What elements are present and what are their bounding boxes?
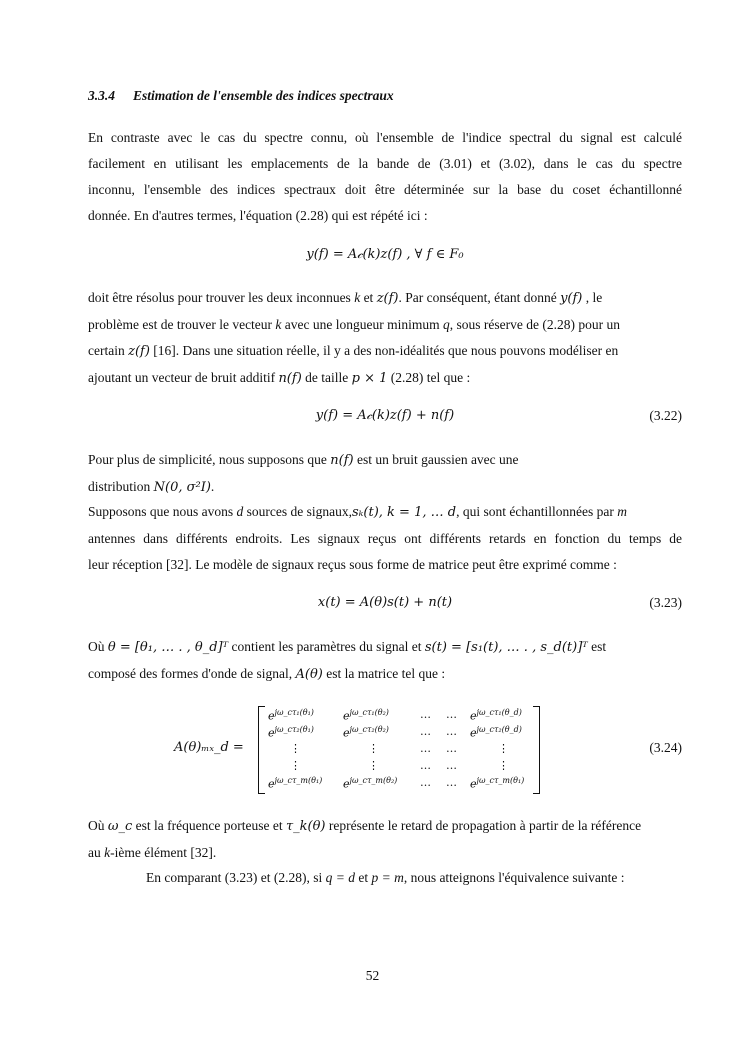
text-line: composé des formes d'onde de signal, A(θ) est la matrice tel que : <box>88 666 446 682</box>
matrix-cell: ⋮ <box>498 759 509 772</box>
equation-unnumbered <box>88 247 682 273</box>
matrix-cell: $e^{j\omega\_c\tau\_m(\theta_1)}$ <box>268 776 323 791</box>
matrix-cell: $e^{j\omega\_c\tau_1(\theta\_d)}$ <box>470 708 522 723</box>
equation-3-22 <box>88 408 682 434</box>
paragraph-noise <box>88 447 682 501</box>
section-number: 3.3.4 <box>88 88 115 103</box>
equation-3-23 <box>88 595 682 621</box>
text-line: Pour plus de simplicité, nous supposons que n(f) est un bruit gaussien avec une <box>88 452 519 468</box>
equation-body: y(f) = A𝒸(k)z(f) + n(f) <box>315 408 455 423</box>
paragraph-comparison <box>146 865 686 891</box>
matrix-cell: … <box>446 776 457 789</box>
text-line: au k-ième élément [32]. <box>88 845 217 860</box>
matrix-cell: $e^{j\omega\_c\tau_2(\theta_2)}$ <box>343 725 389 740</box>
matrix-cell: … <box>446 725 457 738</box>
text-line: problème est de trouver le vecteur k avec une longueur minimum q, sous réserve de (2.28) pour un <box>88 317 620 332</box>
matrix-cell: ⋮ <box>498 742 509 755</box>
text-line: distribution N(0, σ²I). <box>88 479 215 495</box>
matrix-cell: $e^{j\omega\_c\tau\_m(\theta_1)}$ <box>470 776 525 791</box>
text-line: leur réception [32]. Le modèle de signaux reçus sous forme de matrice peut être exprimé comme : <box>88 557 617 572</box>
text-line: En comparant (3.23) et (2.28), si q = d et p = m, nous atteignons l'équivalence suivante : <box>146 870 625 885</box>
matrix-cell: ⋮ <box>290 742 301 755</box>
matrix-cell: $e^{j\omega\_c\tau_1(\theta_2)}$ <box>343 708 389 723</box>
matrix-cell: … <box>420 708 431 721</box>
matrix-cell: … <box>420 725 431 738</box>
equation-number: (3.23) <box>649 595 682 610</box>
matrix-cell: ⋮ <box>368 759 379 772</box>
matrix-cell: … <box>420 759 431 772</box>
matrix-lhs: A(θ)ₘₓ_d = <box>174 740 244 755</box>
matrix-cell: $e^{j\omega\_c\tau_2(\theta\_d)}$ <box>470 725 522 740</box>
paragraph-parameters <box>88 634 682 688</box>
text-line: Où ω_c est la fréquence porteuse et τ_k(θ) représente le retard de propagation à partir de la référence <box>88 818 642 834</box>
paragraph-sources <box>88 499 682 578</box>
section-title: Estimation de l'ensemble des indices spectraux <box>133 88 394 103</box>
page-number: 52 <box>365 968 380 983</box>
equation-number: (3.24) <box>649 740 682 755</box>
text-line: donnée. En d'autres termes, l'équation (2.28) qui est répété ici : <box>88 208 428 223</box>
matrix-cell: $e^{j\omega\_c\tau_2(\theta_1)}$ <box>268 725 314 740</box>
text-line: doit être résolus pour trouver les deux inconnues k et z(f). Par conséquent, étant donné y(f) , le <box>88 290 603 306</box>
matrix-right-bracket <box>533 706 540 794</box>
paragraph-carrier <box>88 813 682 866</box>
matrix-cell: … <box>446 708 457 721</box>
text-line: Où θ = [θ₁, … . , θ_d]ᵀ contient les paramètres du signal et s(t) = [s₁(t), … . , s_d(t)]ᵀ est <box>88 639 607 655</box>
paragraph-unknowns <box>88 285 682 392</box>
matrix-cell: … <box>420 742 431 755</box>
matrix-cell: … <box>446 759 457 772</box>
matrix-cell: … <box>420 776 431 789</box>
matrix-cell: ⋮ <box>368 742 379 755</box>
section-heading <box>88 88 394 104</box>
steering-matrix <box>258 706 540 792</box>
equation-body: y(f) = A𝒸(k)z(f) , ∀ f ∈ F₀ <box>306 247 464 262</box>
text-line: certain z(f) [16]. Dans une situation réelle, il y a des non-idéalités que nous pouvons modéliser en <box>88 343 619 359</box>
text-line: En contraste avec le cas du spectre connu, où l'ensemble de l'indice spectral du signal est calculé <box>88 130 682 145</box>
equation-number: (3.22) <box>649 408 682 423</box>
text-line: ajoutant un vecteur de bruit additif n(f) de taille p × 1 (2.28) tel que : <box>88 370 471 386</box>
equation-body: x(t) = A(θ)s(t) + n(t) <box>317 595 453 610</box>
matrix-cell: $e^{j\omega\_c\tau_1(\theta_1)}$ <box>268 708 314 723</box>
text-line: antennes dans différents endroits. Les signaux reçus ont différents retards en fonction du temps de <box>88 531 682 546</box>
text-line: inconnu, l'ensemble des indices spectraux doit être déterminée sur la base du coset échantillonné <box>88 182 682 197</box>
text-line: facilement en utilisant les emplacements de la bande de (3.01) et (3.02), dans le cas du spectre <box>88 156 682 171</box>
matrix-cell: $e^{j\omega\_c\tau\_m(\theta_2)}$ <box>343 776 398 791</box>
text-line: Supposons que nous avons d sources de signaux,sₖ(t), k = 1, … d, qui sont échantillonnées par m <box>88 504 628 520</box>
equation-3-24 <box>88 704 682 796</box>
matrix-cell: … <box>446 742 457 755</box>
paragraph-intro <box>88 125 682 229</box>
matrix-cell: ⋮ <box>290 759 301 772</box>
matrix-left-bracket <box>258 706 265 794</box>
